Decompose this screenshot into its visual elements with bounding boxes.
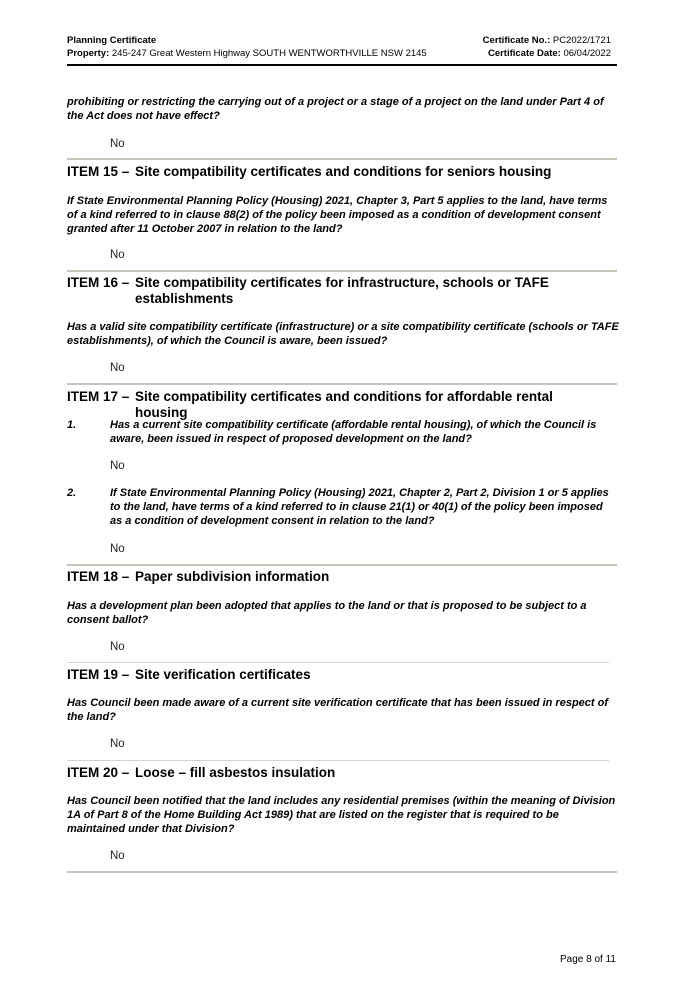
item-17-sub-2-number: 2. bbox=[67, 487, 77, 499]
certificate-date-value: 06/04/2022 bbox=[563, 48, 611, 59]
item-20-title: Loose – fill asbestos insulation bbox=[135, 765, 336, 780]
section-divider bbox=[67, 871, 617, 873]
item-19-answer: No bbox=[110, 738, 125, 750]
section-divider bbox=[67, 564, 617, 566]
section-divider bbox=[67, 662, 609, 663]
property-value: 245-247 Great Western Highway SOUTH WENTWORTHVILLE NSW 2145 bbox=[111, 48, 427, 59]
item-20-answer: No bbox=[110, 850, 125, 862]
item-20-question: Has Council been notified that the land includes any residential premises (within the meaning of Division 1A of Part 8 of the Home Building Act 1989) that are listed on the register that is required to be maintained under that Division? bbox=[67, 795, 616, 835]
certificate-date-label: Certificate Date: bbox=[487, 48, 561, 59]
certificate-number-value: PC2022/1721 bbox=[552, 35, 611, 46]
property bbox=[67, 48, 427, 60]
section-divider bbox=[67, 760, 609, 761]
document-title: Planning Certificate bbox=[67, 35, 157, 46]
item-17-sub-1-question: Has a current site compatibility certificate (affordable rental housing), of which the Council is aware, been issued in respect of proposed development on the land? bbox=[110, 419, 597, 445]
item-16-title: Site compatibility certificates for infrastructure, schools or TAFE establishments bbox=[135, 275, 549, 306]
item-15-question: If State Environmental Planning Policy (Housing) 2021, Chapter 3, Part 5 applies to the land, have terms of a kind referred to in clause 88(2) of the policy been imposed as a condition of development consent granted after 11 October 2007 in relation to the land? bbox=[67, 195, 608, 235]
property-label: Property: bbox=[67, 48, 110, 59]
page-header bbox=[67, 33, 617, 66]
item-19-title: Site verification certificates bbox=[135, 667, 311, 682]
item-20-number: ITEM 20 – bbox=[67, 765, 130, 780]
certificate-date bbox=[488, 48, 611, 60]
item-18-answer: No bbox=[110, 641, 125, 653]
intro-answer: No bbox=[110, 138, 125, 150]
section-divider bbox=[67, 383, 617, 385]
item-17-sub-1-answer: No bbox=[110, 460, 125, 472]
item-17-title: Site compatibility certificates and conditions for affordable rental housing bbox=[135, 389, 553, 420]
item-15-number: ITEM 15 – bbox=[67, 164, 130, 179]
item-18-title: Paper subdivision information bbox=[135, 569, 330, 584]
page-number: Page 8 of 11 bbox=[560, 954, 616, 965]
item-15-answer: No bbox=[110, 249, 125, 261]
item-17-sub-2-answer: No bbox=[110, 543, 125, 555]
certificate-number bbox=[483, 35, 611, 47]
item-19-question: Has Council been made aware of a current site verification certificate that has been issued in respect of the land? bbox=[67, 697, 609, 723]
item-18-number: ITEM 18 – bbox=[67, 569, 130, 584]
item-16-answer: No bbox=[110, 362, 125, 374]
item-17-sub-1-number: 1. bbox=[67, 419, 77, 431]
section-divider bbox=[67, 158, 617, 160]
item-16-number: ITEM 16 – bbox=[67, 275, 130, 290]
section-divider bbox=[67, 270, 617, 272]
item-16-question: Has a valid site compatibility certificate (infrastructure) or a site compatibility certificate (schools or TAFE establishments), of which the Council is aware, been issued? bbox=[67, 321, 619, 347]
item-17-number: ITEM 17 – bbox=[67, 389, 130, 404]
certificate-number-label: Certificate No.: bbox=[482, 35, 551, 46]
item-18-question: Has a development plan been adopted that applies to the land or that is proposed to be subject to a consent ballot? bbox=[67, 600, 587, 626]
intro-question: prohibiting or restricting the carrying out of a project or a stage of a project on the land under Part 4 of the Act does not have effect? bbox=[67, 96, 604, 122]
item-17-sub-2-question: If State Environmental Planning Policy (Housing) 2021, Chapter 2, Part 2, Division 1 or 5 applies to the land, have terms of a kind referred to in clause 21(1) or 40(1) of the policy been imposed as a condition of development consent in relation to the land? bbox=[110, 487, 609, 527]
item-15-title: Site compatibility certificates and conditions for seniors housing bbox=[135, 164, 552, 179]
item-19-number: ITEM 19 – bbox=[67, 667, 130, 682]
